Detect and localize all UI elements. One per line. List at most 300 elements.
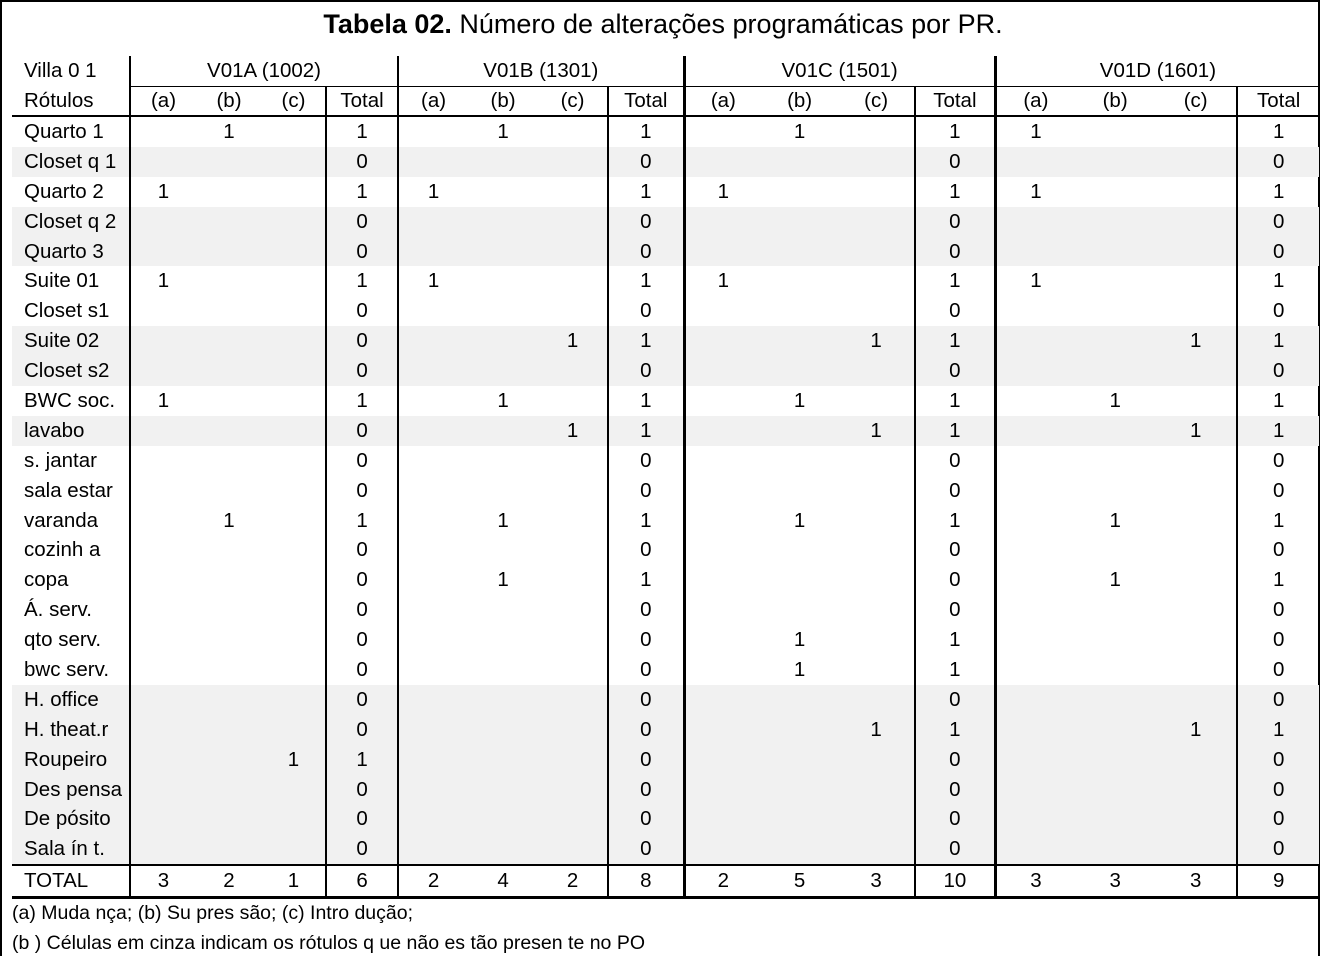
value-cell bbox=[538, 595, 608, 625]
value-cell bbox=[398, 655, 468, 685]
value-cell bbox=[761, 595, 838, 625]
table-body bbox=[12, 116, 1319, 898]
value-cell bbox=[468, 177, 538, 207]
row-label: sala estar bbox=[24, 478, 113, 502]
value-cell bbox=[761, 326, 838, 356]
value-cell bbox=[130, 715, 196, 745]
value-cell bbox=[761, 775, 838, 805]
value-cell bbox=[262, 595, 326, 625]
total-cell: 1 bbox=[326, 266, 398, 296]
value-cell bbox=[130, 745, 196, 775]
value-cell bbox=[1075, 804, 1155, 834]
value-cell: 1 bbox=[223, 119, 235, 143]
total-cell: 1 bbox=[915, 326, 995, 356]
total-cell: 0 bbox=[915, 775, 995, 805]
value-cell bbox=[684, 506, 761, 536]
value-cell bbox=[1155, 147, 1237, 177]
value-cell bbox=[995, 715, 1075, 745]
group-header: V01D (1601) bbox=[995, 56, 1319, 87]
value-cell bbox=[1155, 356, 1237, 386]
value-cell bbox=[838, 207, 915, 237]
value-cell bbox=[1075, 237, 1155, 267]
value-cell bbox=[995, 386, 1075, 416]
value-cell bbox=[1155, 775, 1237, 805]
row-label: Closet q 2 bbox=[12, 207, 130, 237]
value-cell bbox=[761, 147, 838, 177]
value-cell: 1 bbox=[1109, 388, 1121, 412]
value-cell bbox=[398, 804, 468, 834]
total-cell: 0 bbox=[915, 476, 995, 506]
value-cell bbox=[468, 685, 538, 715]
value-cell bbox=[1075, 116, 1155, 147]
value-cell bbox=[538, 775, 608, 805]
value-cell bbox=[130, 535, 196, 565]
value-cell: 1 bbox=[1155, 326, 1237, 356]
row-label: Sala ín t. bbox=[12, 834, 130, 865]
total-cell: 0 bbox=[915, 745, 995, 775]
value-cell bbox=[262, 476, 326, 506]
value-cell bbox=[684, 804, 761, 834]
total-row-cell: 8 bbox=[608, 865, 684, 898]
value-cell: 1 bbox=[1155, 715, 1237, 745]
total-cell: 0 bbox=[326, 147, 398, 177]
total-cell: 0 bbox=[326, 356, 398, 386]
total-cell: 0 bbox=[915, 565, 995, 595]
value-cell bbox=[262, 625, 326, 655]
total-cell: 0 bbox=[1237, 655, 1319, 685]
total-cell: 1 bbox=[326, 506, 398, 536]
total-cell: 0 bbox=[1237, 804, 1319, 834]
total-row bbox=[12, 865, 1319, 898]
table-row bbox=[12, 625, 1319, 655]
total-cell: 0 bbox=[1237, 595, 1319, 625]
value-cell bbox=[995, 296, 1075, 326]
total-cell: 1 bbox=[1237, 116, 1319, 147]
value-cell bbox=[262, 446, 326, 476]
total-row-cell: 3 bbox=[1155, 865, 1237, 898]
value-cell bbox=[684, 476, 761, 506]
value-cell bbox=[130, 446, 196, 476]
subheader-cell: (b) bbox=[468, 87, 538, 117]
value-cell bbox=[130, 476, 196, 506]
title-bold: Tabela 02. bbox=[323, 9, 452, 39]
value-cell bbox=[398, 116, 468, 147]
value-cell bbox=[468, 775, 538, 805]
value-cell bbox=[1075, 296, 1155, 326]
row-label: Quarto 1 bbox=[24, 119, 104, 143]
value-cell bbox=[262, 356, 326, 386]
value-cell bbox=[196, 326, 262, 356]
total-cell: 0 bbox=[608, 446, 684, 476]
value-cell bbox=[995, 775, 1075, 805]
value-cell bbox=[262, 535, 326, 565]
subheader-cell: Total bbox=[915, 87, 995, 117]
total-cell: 0 bbox=[608, 804, 684, 834]
total-cell: 0 bbox=[915, 356, 995, 386]
total-cell: 1 bbox=[608, 116, 684, 147]
value-cell bbox=[468, 266, 538, 296]
total-row-cell: 6 bbox=[326, 865, 398, 898]
value-cell bbox=[684, 296, 761, 326]
value-cell bbox=[196, 625, 262, 655]
total-cell: 0 bbox=[608, 207, 684, 237]
total-cell: 0 bbox=[326, 625, 398, 655]
total-cell: 0 bbox=[608, 834, 684, 865]
value-cell bbox=[1155, 296, 1237, 326]
value-cell bbox=[1155, 476, 1237, 506]
value-cell bbox=[262, 804, 326, 834]
value-cell bbox=[838, 476, 915, 506]
value-cell bbox=[262, 207, 326, 237]
total-cell: 0 bbox=[608, 595, 684, 625]
value-cell bbox=[538, 386, 608, 416]
value-cell: 1 bbox=[793, 388, 806, 412]
value-cell: 1 bbox=[684, 266, 761, 296]
table-row bbox=[12, 207, 1319, 237]
value-cell bbox=[196, 356, 262, 386]
total-row-cell: 5 bbox=[761, 865, 838, 898]
total-cell: 0 bbox=[326, 535, 398, 565]
table-row bbox=[12, 296, 1319, 326]
value-cell: 1 bbox=[538, 416, 608, 446]
total-cell: 0 bbox=[915, 237, 995, 267]
total-cell: 0 bbox=[608, 535, 684, 565]
value-cell bbox=[262, 266, 326, 296]
value-cell bbox=[196, 147, 262, 177]
value-cell bbox=[398, 595, 468, 625]
value-cell bbox=[262, 834, 326, 865]
total-cell: 0 bbox=[608, 147, 684, 177]
value-cell bbox=[398, 416, 468, 446]
value-cell bbox=[761, 715, 838, 745]
value-cell bbox=[684, 416, 761, 446]
total-cell: 0 bbox=[608, 775, 684, 805]
value-cell bbox=[1075, 356, 1155, 386]
subheader-row bbox=[12, 87, 1319, 117]
value-cell bbox=[262, 775, 326, 805]
total-cell: 0 bbox=[326, 804, 398, 834]
total-row-cell: 9 bbox=[1237, 865, 1319, 898]
value-cell: 1 bbox=[838, 326, 915, 356]
group-header: V01A (1002) bbox=[130, 56, 398, 87]
value-cell bbox=[468, 655, 538, 685]
value-cell bbox=[761, 356, 838, 386]
value-cell bbox=[468, 476, 538, 506]
value-cell bbox=[262, 326, 326, 356]
total-cell: 0 bbox=[326, 237, 398, 267]
value-cell bbox=[684, 834, 761, 865]
value-cell bbox=[761, 685, 838, 715]
total-cell: 1 bbox=[915, 386, 995, 416]
value-cell bbox=[838, 685, 915, 715]
value-cell bbox=[196, 476, 262, 506]
value-cell bbox=[468, 804, 538, 834]
value-cell bbox=[761, 446, 838, 476]
value-cell bbox=[468, 296, 538, 326]
value-cell bbox=[538, 834, 608, 865]
value-cell bbox=[196, 715, 262, 745]
value-cell bbox=[1155, 266, 1237, 296]
row-label: Des pensa bbox=[12, 775, 130, 805]
total-cell: 0 bbox=[608, 655, 684, 685]
value-cell bbox=[838, 625, 915, 655]
value-cell bbox=[398, 685, 468, 715]
total-cell: 0 bbox=[1237, 834, 1319, 865]
value-cell bbox=[1075, 595, 1155, 625]
value-cell bbox=[130, 595, 196, 625]
total-cell: 0 bbox=[915, 685, 995, 715]
total-row-cell: 2 bbox=[684, 865, 761, 898]
value-cell bbox=[196, 775, 262, 805]
value-cell bbox=[130, 685, 196, 715]
value-cell bbox=[398, 356, 468, 386]
total-cell: 0 bbox=[608, 685, 684, 715]
total-cell: 0 bbox=[326, 565, 398, 595]
group-header: V01C (1501) bbox=[684, 56, 995, 87]
value-cell bbox=[196, 685, 262, 715]
total-cell: 1 bbox=[915, 266, 995, 296]
value-cell bbox=[398, 745, 468, 775]
total-cell: 0 bbox=[326, 416, 398, 446]
total-cell: 1 bbox=[608, 177, 684, 207]
row-label: Á. serv. bbox=[24, 598, 92, 622]
value-cell: 1 bbox=[497, 119, 509, 143]
value-cell bbox=[130, 775, 196, 805]
value-cell bbox=[538, 804, 608, 834]
total-row-cell: 2 bbox=[196, 865, 262, 898]
value-cell bbox=[196, 565, 262, 595]
total-cell: 1 bbox=[608, 416, 684, 446]
value-cell bbox=[838, 535, 915, 565]
total-cell: 0 bbox=[326, 715, 398, 745]
value-cell bbox=[262, 116, 326, 147]
value-cell bbox=[130, 296, 196, 326]
value-cell bbox=[130, 207, 196, 237]
value-cell bbox=[1155, 834, 1237, 865]
value-cell bbox=[684, 326, 761, 356]
value-cell bbox=[761, 565, 838, 595]
subheader-cell: (c) bbox=[1155, 87, 1237, 117]
value-cell bbox=[838, 116, 915, 147]
value-cell bbox=[1075, 745, 1155, 775]
value-cell bbox=[838, 745, 915, 775]
value-cell bbox=[468, 446, 538, 476]
value-cell bbox=[761, 745, 838, 775]
value-cell bbox=[995, 804, 1075, 834]
value-cell bbox=[995, 446, 1075, 476]
total-cell: 1 bbox=[915, 625, 995, 655]
value-cell bbox=[130, 356, 196, 386]
value-cell bbox=[538, 715, 608, 745]
value-cell bbox=[130, 416, 196, 446]
table-row bbox=[12, 745, 1319, 775]
value-cell bbox=[398, 476, 468, 506]
total-cell: 0 bbox=[608, 745, 684, 775]
value-cell bbox=[684, 745, 761, 775]
subheader-cell: (c) bbox=[262, 87, 326, 117]
value-cell bbox=[684, 356, 761, 386]
value-cell: 1 bbox=[130, 266, 196, 296]
total-cell: 1 bbox=[608, 266, 684, 296]
value-cell bbox=[684, 207, 761, 237]
value-cell bbox=[130, 565, 196, 595]
value-cell bbox=[838, 595, 915, 625]
total-cell: 0 bbox=[608, 476, 684, 506]
value-cell bbox=[196, 266, 262, 296]
value-cell bbox=[398, 506, 468, 536]
value-cell: 1 bbox=[223, 508, 235, 532]
value-cell bbox=[538, 685, 608, 715]
alteracoes-table bbox=[12, 56, 1319, 899]
table-row bbox=[12, 416, 1319, 446]
value-cell bbox=[468, 625, 538, 655]
value-cell bbox=[1155, 446, 1237, 476]
row-label: Suite 01 bbox=[24, 269, 100, 293]
row-label: Closet s2 bbox=[12, 356, 130, 386]
value-cell bbox=[838, 356, 915, 386]
value-cell bbox=[262, 237, 326, 267]
value-cell bbox=[196, 416, 262, 446]
value-cell bbox=[262, 296, 326, 326]
value-cell: 1 bbox=[793, 628, 806, 652]
corner-header: Villa 0 1 bbox=[24, 59, 97, 83]
value-cell bbox=[262, 655, 326, 685]
subheader-cell: (b) bbox=[761, 87, 838, 117]
value-cell: 1 bbox=[262, 745, 326, 775]
subheader-cell: (a) bbox=[995, 87, 1075, 117]
value-cell bbox=[684, 535, 761, 565]
value-cell bbox=[130, 625, 196, 655]
total-cell: 0 bbox=[326, 207, 398, 237]
value-cell bbox=[995, 476, 1075, 506]
note-line: (b ) Células em cinza indicam os rótulos q ue não es tão presen te no PO bbox=[12, 932, 645, 954]
total-cell: 0 bbox=[915, 147, 995, 177]
value-cell bbox=[1075, 775, 1155, 805]
total-cell: 0 bbox=[1237, 296, 1319, 326]
value-cell bbox=[838, 655, 915, 685]
subheader-cell: Total bbox=[1237, 87, 1319, 117]
value-cell bbox=[1075, 446, 1155, 476]
value-cell bbox=[196, 595, 262, 625]
value-cell bbox=[1075, 715, 1155, 745]
value-cell bbox=[684, 685, 761, 715]
value-cell bbox=[468, 535, 538, 565]
value-cell bbox=[196, 745, 262, 775]
total-cell: 1 bbox=[1237, 715, 1319, 745]
subheader-cell: Total bbox=[326, 87, 398, 117]
row-label: bwc serv. bbox=[24, 657, 110, 681]
subheader-cell: (b) bbox=[1075, 87, 1155, 117]
total-cell: 0 bbox=[915, 834, 995, 865]
value-cell bbox=[761, 266, 838, 296]
total-cell: 1 bbox=[1237, 266, 1319, 296]
table-row bbox=[12, 386, 1319, 416]
value-cell bbox=[838, 296, 915, 326]
value-cell: 1 bbox=[793, 508, 806, 532]
value-cell: 1 bbox=[1109, 568, 1121, 592]
value-cell bbox=[684, 565, 761, 595]
value-cell bbox=[1155, 685, 1237, 715]
table-row bbox=[12, 147, 1319, 177]
value-cell bbox=[262, 386, 326, 416]
value-cell bbox=[995, 685, 1075, 715]
value-cell: 1 bbox=[684, 177, 761, 207]
value-cell: 1 bbox=[995, 266, 1075, 296]
value-cell bbox=[398, 147, 468, 177]
value-cell bbox=[196, 446, 262, 476]
row-label: lavabo bbox=[12, 416, 130, 446]
value-cell bbox=[761, 535, 838, 565]
table-row bbox=[12, 266, 1319, 296]
value-cell bbox=[838, 386, 915, 416]
value-cell bbox=[838, 237, 915, 267]
row-label: copa bbox=[24, 568, 69, 592]
total-cell: 0 bbox=[1237, 775, 1319, 805]
total-cell: 0 bbox=[1237, 446, 1319, 476]
table-row bbox=[12, 655, 1319, 685]
table-row bbox=[12, 237, 1319, 267]
value-cell bbox=[468, 326, 538, 356]
total-cell: 0 bbox=[608, 356, 684, 386]
value-cell bbox=[196, 177, 262, 207]
total-cell: 1 bbox=[608, 386, 684, 416]
value-cell bbox=[1075, 177, 1155, 207]
total-row-cell: 3 bbox=[838, 865, 915, 898]
value-cell bbox=[1075, 207, 1155, 237]
value-cell bbox=[538, 655, 608, 685]
value-cell bbox=[468, 237, 538, 267]
value-cell bbox=[398, 296, 468, 326]
value-cell bbox=[1155, 386, 1237, 416]
value-cell bbox=[1155, 506, 1237, 536]
total-cell: 0 bbox=[326, 655, 398, 685]
value-cell bbox=[995, 595, 1075, 625]
value-cell bbox=[398, 565, 468, 595]
rotulos-header: Rótulos bbox=[12, 87, 130, 117]
table-row bbox=[12, 715, 1319, 745]
value-cell: 1 bbox=[538, 326, 608, 356]
value-cell bbox=[398, 535, 468, 565]
row-label: Closet q 1 bbox=[12, 147, 130, 177]
value-cell bbox=[398, 834, 468, 865]
value-cell bbox=[468, 715, 538, 745]
total-cell: 0 bbox=[915, 535, 995, 565]
value-cell bbox=[995, 655, 1075, 685]
value-cell: 1 bbox=[497, 568, 509, 592]
value-cell bbox=[538, 356, 608, 386]
total-cell: 1 bbox=[608, 506, 684, 536]
value-cell bbox=[196, 386, 262, 416]
value-cell bbox=[761, 207, 838, 237]
total-cell: 0 bbox=[915, 207, 995, 237]
subheader-cell: (a) bbox=[398, 87, 468, 117]
value-cell bbox=[262, 565, 326, 595]
value-cell bbox=[398, 207, 468, 237]
value-cell bbox=[838, 266, 915, 296]
table-title bbox=[0, 2, 1326, 50]
total-cell: 1 bbox=[326, 177, 398, 207]
value-cell bbox=[130, 116, 196, 147]
value-cell bbox=[761, 834, 838, 865]
value-cell bbox=[1075, 535, 1155, 565]
value-cell: 1 bbox=[497, 388, 509, 412]
value-cell bbox=[1155, 207, 1237, 237]
value-cell bbox=[995, 356, 1075, 386]
value-cell bbox=[684, 625, 761, 655]
value-cell bbox=[995, 237, 1075, 267]
total-row-cell: 3 bbox=[130, 865, 196, 898]
value-cell bbox=[684, 386, 761, 416]
